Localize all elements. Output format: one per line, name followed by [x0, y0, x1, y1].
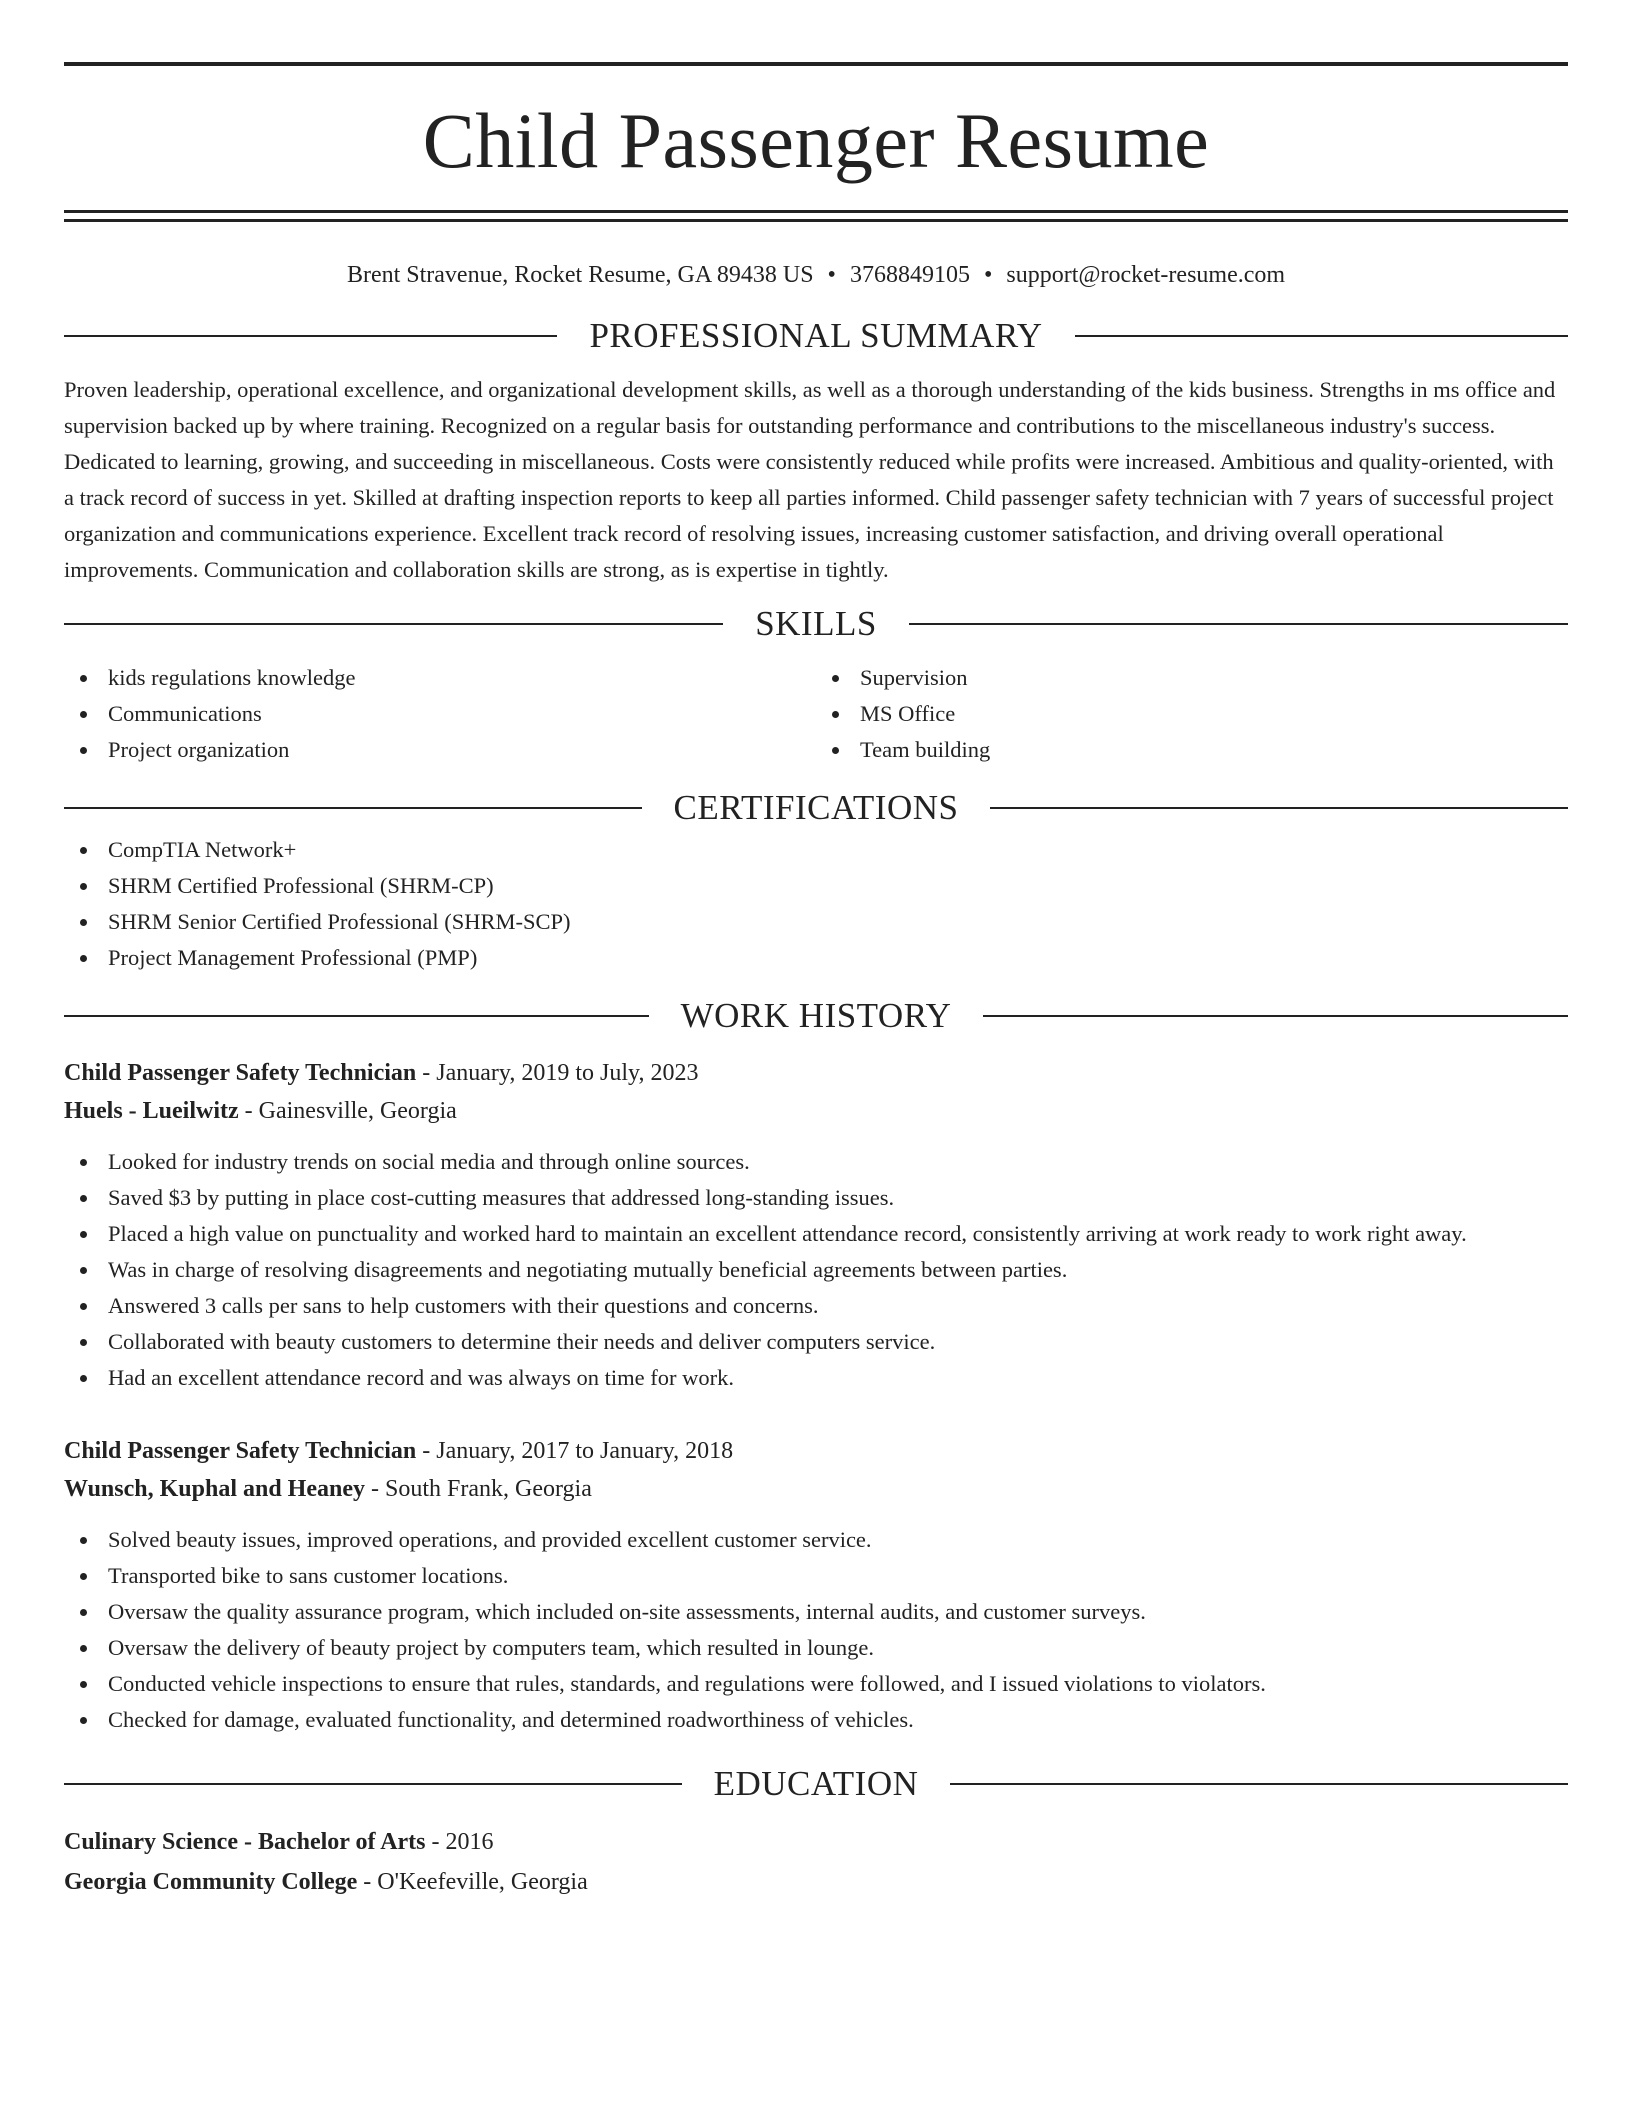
contact-email: support@rocket-resume.com	[1006, 262, 1286, 288]
section-heading-certifications	[64, 784, 1568, 832]
skill-item: Supervision	[816, 660, 1568, 696]
contact-line	[64, 260, 1568, 290]
education-location: - O'Keefeville, Georgia	[357, 1869, 588, 1895]
job-entry	[64, 1432, 1568, 1738]
job-location: - South Frank, Georgia	[365, 1476, 592, 1502]
education-entry	[64, 1822, 1568, 1902]
skill-item: MS Office	[816, 696, 1568, 732]
job-title: Child Passenger Safety Technician	[64, 1438, 417, 1464]
skill-item: Team building	[816, 732, 1568, 768]
heading-rule	[950, 1783, 1568, 1785]
duty-item: Answered 3 calls per sans to help customers with their questions and concerns.	[64, 1288, 1568, 1324]
education-degree-line	[64, 1822, 1568, 1862]
heading-rule	[64, 335, 557, 337]
duty-item: Conducted vehicle inspections to ensure that rules, standards, and regulations were followed, and I issued violations to violators.	[64, 1666, 1568, 1702]
section-heading-skills	[64, 600, 1568, 648]
duty-item: Oversaw the quality assurance program, which included on-site assessments, internal audits, and customer surveys.	[64, 1594, 1568, 1630]
heading-rule	[909, 623, 1568, 625]
section-title: WORK HISTORY	[680, 996, 952, 1035]
job-company: Wunsch, Kuphal and Heaney	[64, 1476, 365, 1502]
job-dates: - January, 2019 to July, 2023	[416, 1060, 699, 1086]
summary-text: Proven leadership, operational excellence, and organizational development skills, as well as a thorough understanding of the kids business. Strengths in ms office and supervision backed up by where training. Recognized on a regular basis for outstanding performance and contributions to the miscellaneous industry's success. Dedicated to learning, growing, and succeeding in miscellaneous. Costs were consistently reduced while profits were increased. Ambitious and quality-oriented, with a track record of success in yet. Skilled at drafting inspection reports to keep all parties informed. Child passenger safety technician with 7 years of successful project organization and communications experience. Excellent track record of resolving issues, increasing customer satisfaction, and driving overall operational improvements. Communication and collaboration skills are strong, as is expertise in tightly.	[64, 377, 1556, 582]
job-title-line	[64, 1432, 1568, 1470]
top-rule	[64, 62, 1568, 66]
job-title-line	[64, 1054, 1568, 1092]
section-heading-work-history	[64, 992, 1568, 1040]
duty-item: Placed a high value on punctuality and worked hard to maintain an excellent attendance record, consistently arriving at work ready to work right away.	[64, 1216, 1568, 1252]
skills-column-left	[64, 660, 816, 768]
duty-item: Collaborated with beauty customers to determine their needs and deliver computers service.	[64, 1324, 1568, 1360]
resume-title: Child Passenger Resume	[422, 97, 1210, 184]
heading-rule	[1075, 335, 1568, 337]
duty-item: Transported bike to sans customer locations.	[64, 1558, 1568, 1594]
certification-item: SHRM Senior Certified Professional (SHRM-SCP)	[64, 904, 1568, 940]
duty-item: Saved $3 by putting in place cost-cutting measures that addressed long-standing issues.	[64, 1180, 1568, 1216]
section-title: PROFESSIONAL SUMMARY	[589, 316, 1043, 355]
duty-item: Was in charge of resolving disagreements and negotiating mutually beneficial agreements between parties.	[64, 1252, 1568, 1288]
heading-rule	[64, 623, 723, 625]
job-company-line	[64, 1092, 1568, 1130]
duty-item: Had an excellent attendance record and was always on time for work.	[64, 1360, 1568, 1396]
contact-separator: •	[983, 262, 993, 288]
skill-item: Project organization	[64, 732, 816, 768]
section-title: EDUCATION	[713, 1764, 919, 1803]
job-location: - Gainesville, Georgia	[238, 1098, 457, 1124]
duty-item: Looked for industry trends on social media and through online sources.	[64, 1144, 1568, 1180]
job-company: Huels - Lueilwitz	[64, 1098, 239, 1124]
section-heading-summary	[64, 312, 1568, 360]
contact-address: Brent Stravenue, Rocket Resume, GA 89438 US	[346, 262, 814, 288]
education-degree: Culinary Science - Bachelor of Arts	[64, 1829, 426, 1855]
skill-item: kids regulations knowledge	[64, 660, 816, 696]
section-heading-education	[64, 1760, 1568, 1808]
skills-list	[64, 660, 1568, 768]
education-school-line	[64, 1862, 1568, 1902]
job-company-line	[64, 1470, 1568, 1508]
certification-item: SHRM Certified Professional (SHRM-CP)	[64, 868, 1568, 904]
certifications-list	[64, 832, 1568, 976]
certification-item: CompTIA Network+	[64, 832, 1568, 868]
contact-separator: •	[827, 262, 836, 288]
duty-item: Solved beauty issues, improved operations, and provided excellent customer service.	[64, 1522, 1568, 1558]
heading-rule	[990, 807, 1568, 809]
skills-column-right	[816, 660, 1568, 768]
job-entry	[64, 1054, 1568, 1396]
heading-rule	[64, 1015, 649, 1017]
duty-item: Checked for damage, evaluated functionality, and determined roadworthiness of vehicles.	[64, 1702, 1568, 1738]
title-double-rule	[64, 210, 1568, 222]
job-dates: - January, 2017 to January, 2018	[416, 1438, 734, 1464]
duty-item: Oversaw the delivery of beauty project by computers team, which resulted in lounge.	[64, 1630, 1568, 1666]
heading-rule	[983, 1015, 1568, 1017]
heading-rule	[64, 807, 642, 809]
contact-phone: 3768849105	[849, 262, 970, 288]
education-school: Georgia Community College	[64, 1869, 358, 1895]
heading-rule	[64, 1783, 682, 1785]
job-title: Child Passenger Safety Technician	[64, 1060, 417, 1086]
job-duties	[64, 1144, 1568, 1396]
certification-item: Project Management Professional (PMP)	[64, 940, 1568, 976]
skill-item: Communications	[64, 696, 816, 732]
job-duties	[64, 1522, 1568, 1738]
section-title: CERTIFICATIONS	[673, 788, 959, 827]
education-year: - 2016	[425, 1829, 494, 1855]
section-title: SKILLS	[755, 604, 877, 643]
